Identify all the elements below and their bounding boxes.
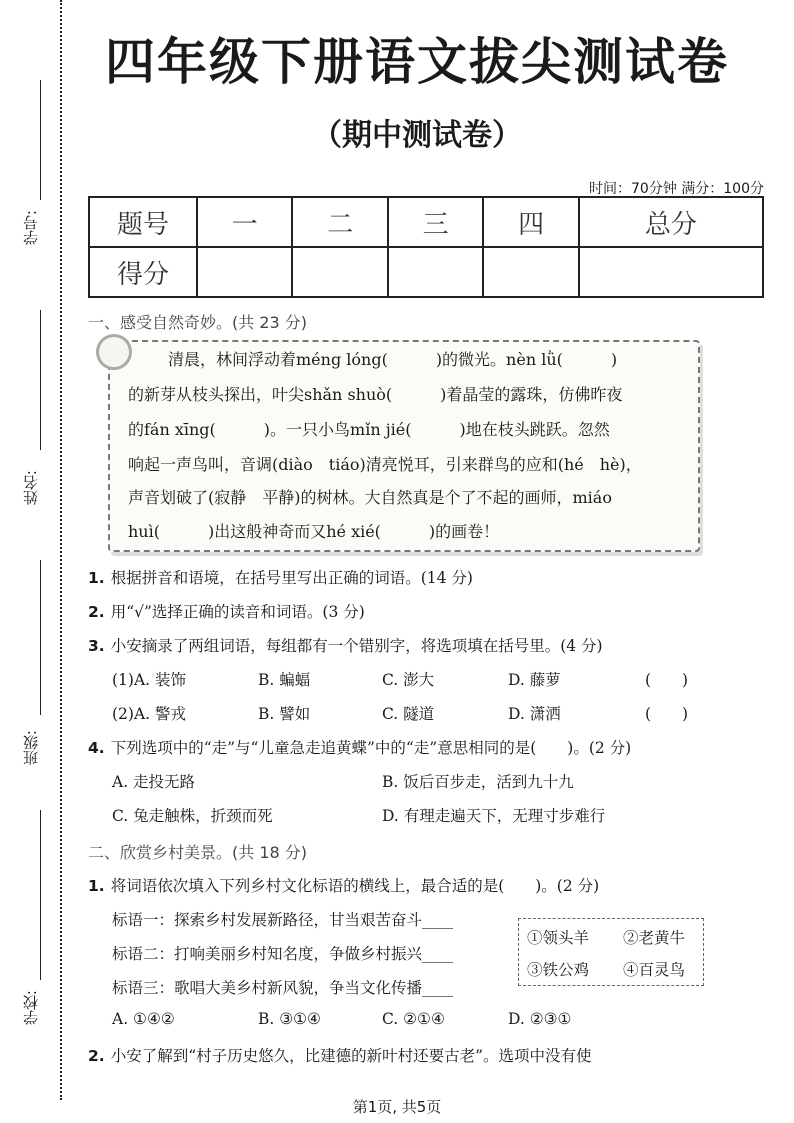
score-input-cell[interactable] [197, 247, 292, 297]
page-subtitle: （期中测试卷） [312, 118, 522, 153]
word-choice: ③铁公鸡 [527, 961, 590, 979]
question-number: 4. [88, 739, 105, 757]
passage-box [108, 340, 700, 552]
name-line [40, 310, 41, 450]
question-2-1 [88, 874, 599, 896]
answer-blank[interactable]: ( ) [645, 671, 689, 689]
word-choice: ①领头羊 [527, 929, 590, 947]
score-table-header-row [89, 197, 763, 247]
question-1-3 [88, 634, 603, 656]
question-number: 1. [88, 569, 105, 587]
option-a: A. ①④② [112, 1010, 175, 1028]
option: D. 藤萝 [508, 671, 561, 689]
slogan-3: 标语三：歌唱大美乡村新风貌，争当文化传播____ [112, 979, 454, 997]
option: (2)A. 警戎 [112, 705, 187, 723]
question-number: 2. [88, 603, 105, 621]
score-cell: 一 [197, 197, 292, 247]
student-no-label: 学号: [22, 210, 40, 246]
question-1-1 [88, 566, 473, 588]
question-text: 下列选项中的“走”与“儿童急走追黄蝶”中的“走”意思相同的是( )。(2 分) [110, 739, 632, 757]
option: B. 譬如 [258, 705, 311, 723]
score-input-cell[interactable] [483, 247, 578, 297]
score-cell: 二 [292, 197, 387, 247]
school-label: 学校: [22, 990, 40, 1026]
question-number: 1. [88, 877, 105, 895]
score-cell: 得分 [89, 247, 197, 297]
passage-line: huì( )出这般神奇而又hé xié( )的画卷！ [128, 522, 500, 541]
option-c: C. ②①④ [382, 1010, 445, 1028]
class-label: 班级: [22, 730, 40, 766]
passage-line: 的新芽从枝头探出，叶尖shǎn shuò( )着晶莹的露珠，仿佛昨夜 [128, 385, 623, 404]
option: B. 蝙蝠 [258, 671, 311, 689]
option: D. 潇洒 [508, 705, 561, 723]
option-a: A. 走投无路 [112, 773, 196, 791]
score-table [88, 196, 764, 298]
option-c: C. 兔走触株，折颈而死 [112, 807, 273, 825]
option: (1)A. 装饰 [112, 671, 187, 689]
option-d: D. 有理走遍天下，无理寸步难行 [382, 807, 606, 825]
passage-line: 响起一声鸟叫，音调(diào tiáo)清亮悦耳，引来群鸟的应和(hé hè)， [128, 455, 642, 474]
word-choice: ②老黄牛 [623, 929, 686, 947]
option: C. 澎大 [382, 671, 435, 689]
score-table-score-row [89, 247, 763, 297]
page-footer: 第1页, 共5页 [352, 1098, 442, 1116]
question-1-4 [88, 736, 631, 758]
name-label: 姓名: [22, 470, 40, 506]
score-input-cell[interactable] [388, 247, 483, 297]
section2-heading: 二、欣赏乡村美景。(共 18 分) [88, 843, 308, 862]
question-text: 用“√”选择正确的读音和词语。(3 分) [110, 603, 365, 621]
slogan-1: 标语一：探索乡村发展新路径，甘当艰苦奋斗____ [112, 911, 454, 929]
question-number: 2. [88, 1047, 105, 1065]
scroll-knot-icon [96, 334, 132, 370]
question-text: 根据拼音和语境，在括号里写出正确的词语。(14 分) [110, 569, 473, 587]
option-b: B. 饭后百步走，活到九十九 [382, 773, 574, 791]
score-input-cell[interactable] [579, 247, 763, 297]
option: C. 隧道 [382, 705, 435, 723]
question-2-2 [88, 1044, 592, 1066]
passage-line: 声音划破了(寂静 平静)的树林。大自然真是个了不起的画师，miáo [128, 488, 612, 507]
answer-blank[interactable]: ( ) [645, 705, 689, 723]
option-d: D. ②③① [508, 1010, 572, 1028]
page-title: 四年级下册语文拔尖测试卷 [105, 33, 729, 91]
binding-dotted-line [60, 0, 62, 1100]
score-cell: 题号 [89, 197, 197, 247]
section1-heading: 一、感受自然奇妙。(共 23 分) [88, 313, 308, 332]
score-cell: 总分 [579, 197, 763, 247]
exam-meta: 时间：70分钟 满分：100分 [589, 181, 764, 197]
question-1-2 [88, 600, 365, 622]
score-cell: 三 [388, 197, 483, 247]
school-line [40, 810, 41, 980]
class-line [40, 560, 41, 715]
question-text: 小安摘录了两组词语，每组都有一个错别字，将选项填在括号里。(4 分) [110, 637, 603, 655]
question-text: 将词语依次填入下列乡村文化标语的横线上，最合适的是( )。(2 分) [110, 877, 600, 895]
passage-line: 的fán xīng( )。一只小鸟mǐn jié( )地在枝头跳跃。忽然 [128, 420, 610, 439]
slogan-2: 标语二：打响美丽乡村知名度，争做乡村振兴____ [112, 945, 454, 963]
score-input-cell[interactable] [292, 247, 387, 297]
passage-line: 清晨，林间浮动着méng lóng( )的微光。nèn lǜ( ) [168, 350, 618, 369]
score-cell: 四 [483, 197, 578, 247]
word-choice: ④百灵鸟 [623, 961, 686, 979]
option-b: B. ③①④ [258, 1010, 321, 1028]
question-text: 小安了解到“村子历史悠久，比建德的新叶村还要古老”。选项中没有使 [110, 1047, 592, 1065]
word-choice-box [518, 918, 704, 986]
question-number: 3. [88, 637, 105, 655]
